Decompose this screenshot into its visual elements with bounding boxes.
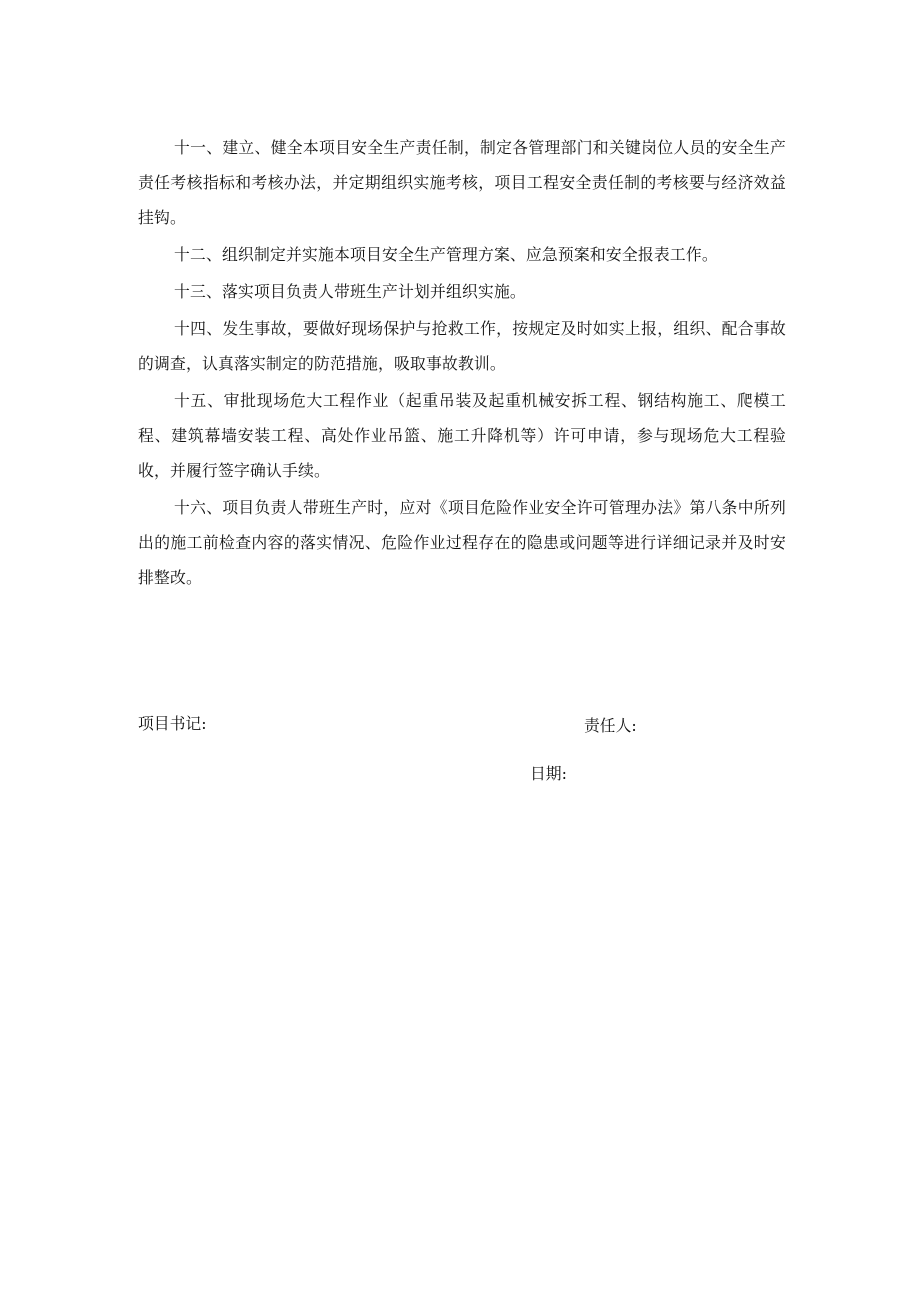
clause-14: 十四、发生事故，要做好现场保护与抢救工作，按规定及时如实上报，组织、配合事故的调查，认真落实制定的防范措施，吸取事故教训。: [138, 319, 786, 373]
clause-12: 十二、组织制定并实施本项目安全生产管理方案、应急预案和安全报表工作。: [174, 245, 718, 264]
responsible-person-signature-label: 责任人:: [584, 716, 637, 735]
clause-15: 十五、审批现场危大工程作业（起重吊装及起重机械安拆工程、钢结构施工、爬模工程、建筑幕墙安装工程、高处作业吊篮、施工升降机等）许可申请，参与现场危大工程验收，并履行签字确认手续。: [138, 391, 786, 480]
clause-13: 十三、落实项目负责人带班生产计划并组织实施。: [174, 282, 526, 301]
date-label: 日期:: [530, 764, 567, 783]
clause-16: 十六、项目负责人带班生产时，应对《项目危险作业安全许可管理办法》第八条中所列出的施工前检查内容的落实情况、危险作业过程存在的隐患或问题等进行详细记录并及时安排整改。: [138, 498, 786, 587]
clause-11: 十一、建立、健全本项目安全生产责任制，制定各管理部门和关键岗位人员的安全生产责任考核指标和考核办法，并定期组织实施考核，项目工程安全责任制的考核要与经济效益挂钩。: [138, 138, 786, 227]
secretary-signature-label: 项目书记:: [138, 714, 207, 733]
responsibility-clauses: [138, 130, 786, 597]
